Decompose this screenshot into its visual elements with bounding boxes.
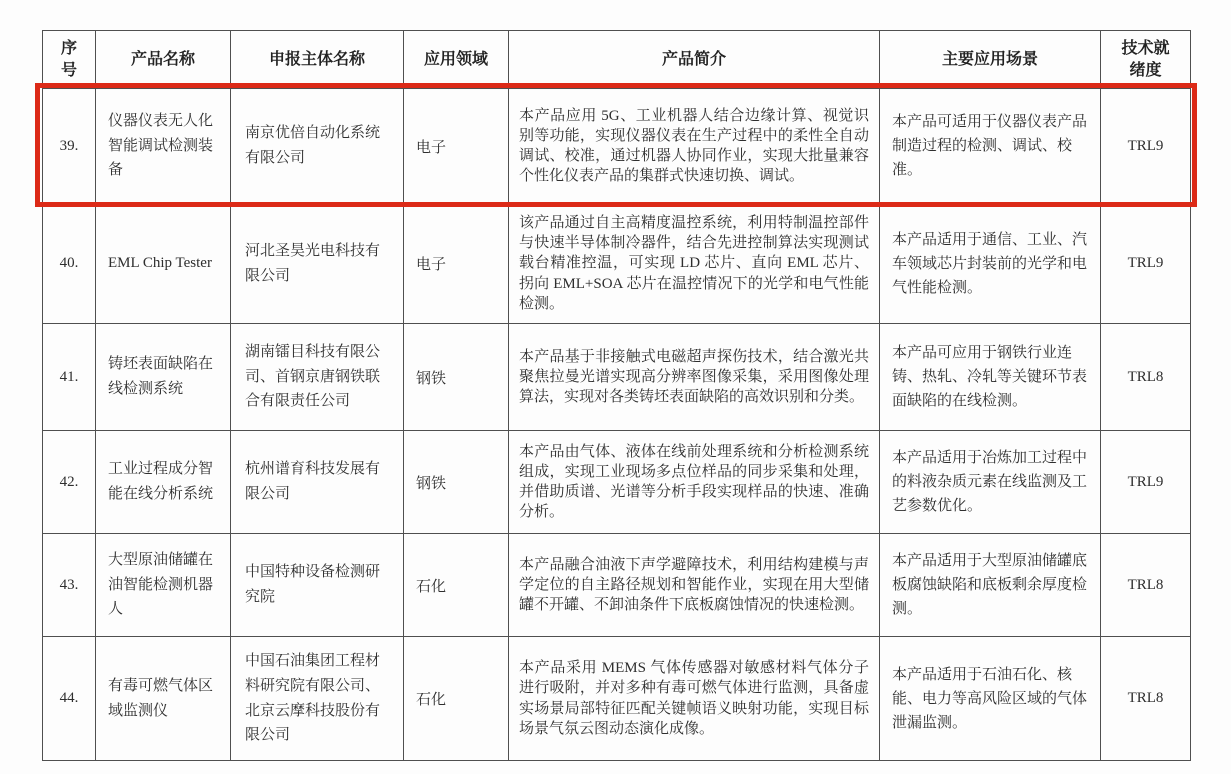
cell-applicant: 中国特种设备检测研究院 xyxy=(231,534,404,637)
column-header-product-name: 产品名称 xyxy=(96,31,231,89)
column-header-intro: 产品简介 xyxy=(509,31,880,89)
cell-trl: TRL8 xyxy=(1101,324,1191,431)
table-header-row xyxy=(43,31,1191,89)
cell-product-name: 有毒可燃气体区域监测仪 xyxy=(96,637,231,761)
cell-product-name: 铸坯表面缺陷在线检测系统 xyxy=(96,324,231,431)
cell-applicant: 南京优倍自动化系统有限公司 xyxy=(231,89,404,204)
column-header-serial: 序号 xyxy=(43,31,96,89)
cell-serial: 41. xyxy=(43,324,96,431)
table-row-43 xyxy=(43,534,1191,637)
cell-scenario: 本产品适用于冶炼加工过程中的料液杂质元素在线监测及工艺参数优化。 xyxy=(880,431,1101,534)
cell-applicant: 杭州谱育科技发展有限公司 xyxy=(231,431,404,534)
cell-product-name: 大型原油储罐在油智能检测机器人 xyxy=(96,534,231,637)
cell-field: 钢铁 xyxy=(404,431,509,534)
cell-intro: 本产品由气体、液体在线前处理系统和分析检测系统组成，实现工业现场多点位样品的同步采集和处理，并借助质谱、光谱等分析手段实现样品的快速、准确分析。 xyxy=(509,431,880,534)
column-header-applicant: 申报主体名称 xyxy=(231,31,404,89)
cell-product-name: 仪器仪表无人化智能调试检测装备 xyxy=(96,89,231,204)
cell-intro: 该产品通过自主高精度温控系统，利用特制温控部件与快速半导体制冷器件，结合先进控制算法实现测试载台精准控温，可实现 LD 芯片、直向 EML 芯片、拐向 EML+SOA 芯片在温控情况下的光学和电气性能检测。 xyxy=(509,204,880,324)
cell-scenario: 本产品可适用于仪器仪表产品制造过程的检测、调试、校准。 xyxy=(880,89,1101,204)
cell-scenario: 本产品适用于大型原油储罐底板腐蚀缺陷和底板剩余厚度检测。 xyxy=(880,534,1101,637)
cell-field: 钢铁 xyxy=(404,324,509,431)
cell-trl: TRL8 xyxy=(1101,637,1191,761)
cell-scenario: 本产品可应用于钢铁行业连铸、热轧、冷轧等关键环节表面缺陷的在线检测。 xyxy=(880,324,1101,431)
column-header-field: 应用领域 xyxy=(404,31,509,89)
table-row-41 xyxy=(43,324,1191,431)
cell-serial: 44. xyxy=(43,637,96,761)
column-header-trl: 技术就绪度 xyxy=(1101,31,1191,89)
cell-serial: 43. xyxy=(43,534,96,637)
cell-scenario: 本产品适用于通信、工业、汽车领域芯片封装前的光学和电气性能检测。 xyxy=(880,204,1101,324)
cell-intro: 本产品融合油液下声学避障技术，利用结构建模与声学定位的自主路径规划和智能作业，实现在用大型储罐不开罐、不卸油条件下底板腐蚀情况的快速检测。 xyxy=(509,534,880,637)
cell-trl: TRL9 xyxy=(1101,431,1191,534)
cell-scenario: 本产品适用于石油石化、核能、电力等高风险区域的气体泄漏监测。 xyxy=(880,637,1101,761)
table-row-42 xyxy=(43,431,1191,534)
cell-trl: TRL9 xyxy=(1101,89,1191,204)
cell-field: 石化 xyxy=(404,637,509,761)
cell-intro: 本产品基于非接触式电磁超声探伤技术，结合激光共聚焦拉曼光谱实现高分辨率图像采集，采用图像处理算法，实现对各类铸坯表面缺陷的高效识别和分类。 xyxy=(509,324,880,431)
product-table-container xyxy=(42,30,1190,761)
cell-serial: 42. xyxy=(43,431,96,534)
cell-product-name: 工业过程成分智能在线分析系统 xyxy=(96,431,231,534)
cell-intro: 本产品采用 MEMS 气体传感器对敏感材料气体分子进行吸附，并对多种有毒可燃气体进行监测，具备虚实场景局部特征匹配关键帧语义映射功能，实现目标场景气氛云图动态演化成像。 xyxy=(509,637,880,761)
cell-applicant: 中国石油集团工程材料研究院有限公司、北京云摩科技股份有限公司 xyxy=(231,637,404,761)
cell-applicant: 河北圣昊光电科技有限公司 xyxy=(231,204,404,324)
cell-serial: 39. xyxy=(43,89,96,204)
cell-field: 电子 xyxy=(404,89,509,204)
cell-product-name: EML Chip Tester xyxy=(96,204,231,324)
cell-trl: TRL8 xyxy=(1101,534,1191,637)
cell-applicant: 湖南镭目科技有限公司、首钢京唐钢铁联合有限责任公司 xyxy=(231,324,404,431)
cell-field: 电子 xyxy=(404,204,509,324)
cell-field: 石化 xyxy=(404,534,509,637)
table-row-44 xyxy=(43,637,1191,761)
table-row-39 xyxy=(43,89,1191,204)
cell-serial: 40. xyxy=(43,204,96,324)
product-table xyxy=(42,30,1191,761)
table-row-40 xyxy=(43,204,1191,324)
cell-intro: 本产品应用 5G、工业机器人结合边缘计算、视觉识别等功能，实现仪器仪表在生产过程中的柔性全自动调试、校准，通过机器人协同作业，实现大批量兼容个性化仪表产品的集群式快速切换、调试。 xyxy=(509,89,880,204)
column-header-scenario: 主要应用场景 xyxy=(880,31,1101,89)
cell-trl: TRL9 xyxy=(1101,204,1191,324)
